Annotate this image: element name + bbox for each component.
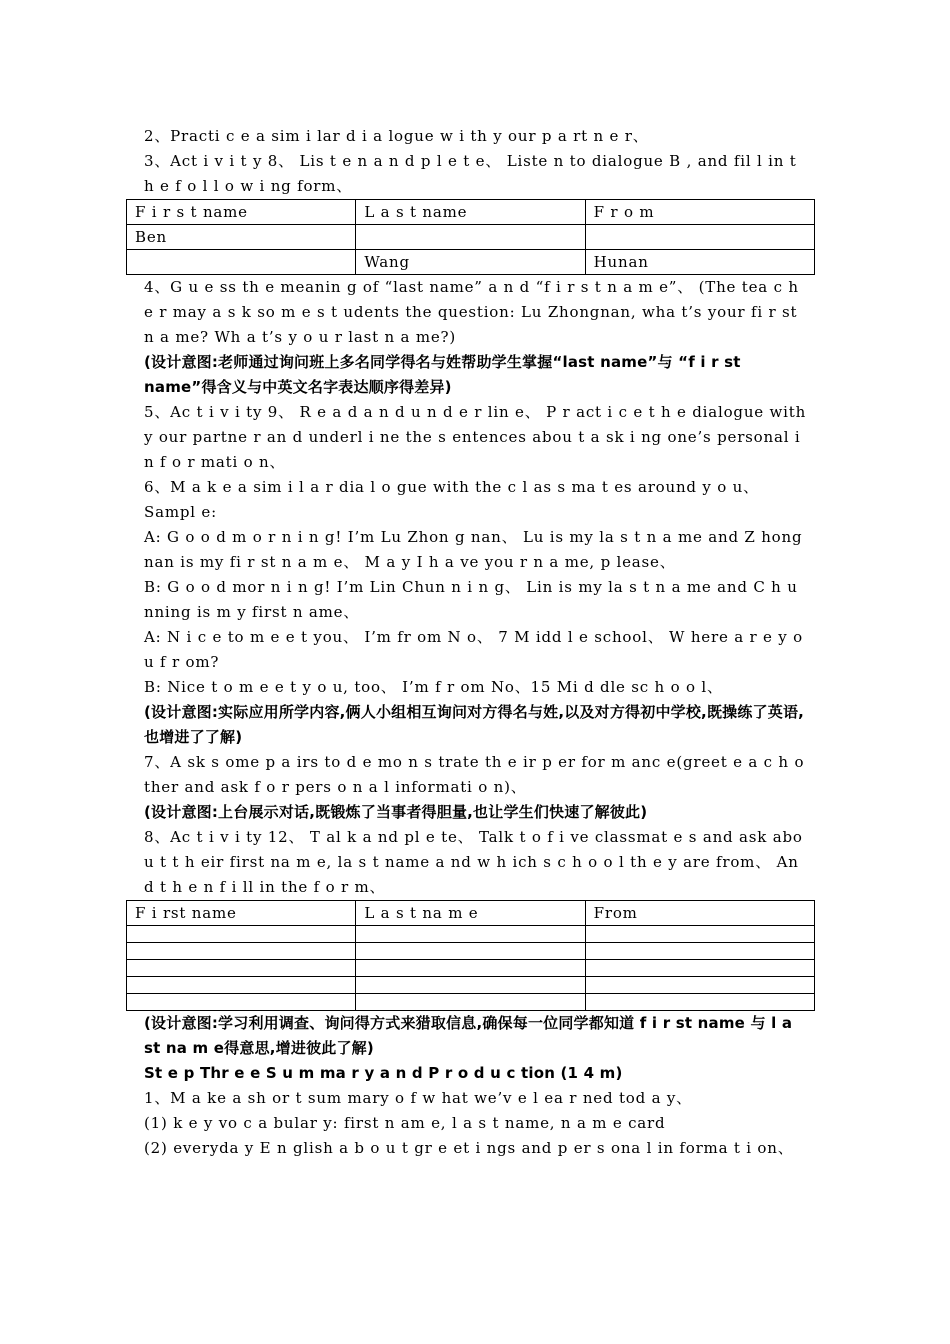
- table-1-header: [127, 200, 815, 225]
- dialogue-b2: B: Nice t o m e e t y o u, too、 I’m f r om No、15 Mi d dle sc h o o l、: [144, 678, 723, 696]
- table-1: [126, 199, 815, 275]
- table-1-header-from: F r o m: [585, 200, 814, 225]
- table-cell: Wang: [356, 250, 585, 275]
- table-1-header-first: F i r s t name: [127, 200, 356, 225]
- table-2-header-first: F i rst name: [127, 901, 356, 926]
- table-cell: [127, 994, 356, 1011]
- table-cell: [356, 225, 585, 250]
- line-4: 4、G u e ss th e meanin g of “last name” a n d “f i r s t n a m e”、 (The tea c h e r may a s k so m e s t udents the question: Lu Zhongnan, wha t’s your fi r st n a me? Wh a t’s y o u r last n a me?): [144, 278, 799, 346]
- summary-1: 1、M a ke a sh or t sum mary o f w hat we’v e l ea r ned tod a y、: [144, 1089, 692, 1107]
- document-page: [135, 124, 809, 1161]
- table-cell: Ben: [127, 225, 356, 250]
- table-row: [127, 225, 815, 250]
- table-row: [127, 250, 815, 275]
- table-cell: [127, 926, 356, 943]
- table-row: [127, 994, 815, 1011]
- table-1-header-last: L a s t name: [356, 200, 585, 225]
- table-cell: [585, 994, 814, 1011]
- table-cell: [356, 977, 585, 994]
- table-cell: [356, 960, 585, 977]
- table-cell: [585, 926, 814, 943]
- line-8: 8、Ac t i v i ty 12、 T al k a nd pl e te、 Talk t o f i ve classmat e s and ask abou t t h eir first na m e, la s t name a nd w h ich s c h o o l th e y are from、 And t h e n f i ll in the f o r m、: [144, 828, 803, 896]
- table-cell: Hunan: [585, 250, 814, 275]
- line-5: 5、Ac t i v i ty 9、 R e a d a n d u n d e r lin e、 P r act i c e t h e dialogue with y our partne r an d underl i ne the s entences abou t a sk i ng one’s personal in f o r mati o n、: [144, 403, 807, 471]
- table-cell: [585, 960, 814, 977]
- table-cell: [127, 943, 356, 960]
- table-2-header-last: L a s t na m e: [356, 901, 585, 926]
- table-row: [127, 960, 815, 977]
- table-cell: [356, 994, 585, 1011]
- line-2: 2、Practi c e a sim i lar d i a logue w i th y our p a rt n e r、: [144, 127, 649, 145]
- table-cell: [356, 926, 585, 943]
- summary-2: (1) k e y vo c a bular y: first n am e, l a s t name, n a m e card: [144, 1114, 666, 1132]
- dialogue-a2: A: N i c e to m e e t you、 I’m fr om N o、 7 M idd l e school、 W here a r e y ou f r om?: [144, 628, 803, 671]
- table-cell: [127, 250, 356, 275]
- design-intent-3: (设计意图:上台展示对话,既锻炼了当事者得胆量,也让学生们快速了解彼此): [144, 803, 648, 821]
- table-cell: [127, 977, 356, 994]
- line-3: 3、Act i v i t y 8、 Lis t e n a n d p l e t e、 Liste n to dialogue B , and fil l in t h e f o l l o w i ng form、: [144, 152, 797, 195]
- line-7: 7、A sk s ome p a irs to d e mo n s trate th e ir p er for m anc e(greet e a c h other and ask f o r pers o n a l informati o n)、: [144, 753, 805, 796]
- design-intent-2: (设计意图:实际应用所学内容,俩人小组相互询问对方得名与姓,以及对方得初中学校,既操练了英语,也增进了了解): [144, 703, 805, 746]
- table-row: [127, 943, 815, 960]
- step-three-heading: St e p Thr e e S u m ma r y a n d P r o d u c tion (1 4 m): [144, 1064, 623, 1082]
- dialogue-a1: A: G o o d m o r n i n g! I’m Lu Zhon g nan、 Lu is my la s t n a me and Z hongnan is my fi r st n a m e、 M a y I h a ve you r n a me, p lease、: [144, 528, 803, 571]
- sample-label: Sampl e:: [144, 503, 217, 521]
- table-2: [126, 900, 815, 1011]
- summary-3: (2) everyda y E n glish a b o u t gr e et i ngs and p er s ona l in forma t i on、: [144, 1139, 794, 1157]
- table-cell: [585, 225, 814, 250]
- table-row: [127, 926, 815, 943]
- table-row: [127, 977, 815, 994]
- table-cell: [356, 943, 585, 960]
- table-2-header-from: From: [585, 901, 814, 926]
- design-intent-4: (设计意图:学习利用调查、询问得方式来猎取信息,确保每一位同学都知道 f i r st name 与 l a st na m e得意思,增进彼此了解): [144, 1014, 793, 1057]
- table-cell: [127, 960, 356, 977]
- dialogue-b1: B: G o o d mor n i n g! I’m Lin Chun n i n g、 Lin is my la s t n a me and C h u nning is m y first n ame、: [144, 578, 798, 621]
- table-cell: [585, 943, 814, 960]
- table-cell: [585, 977, 814, 994]
- line-6: 6、M a k e a sim i l a r dia l o gue with the c l as s ma t es around y o u、: [144, 478, 759, 496]
- design-intent-1: (设计意图:老师通过询问班上多名同学得名与姓帮助学生掌握“last name”与 “f i r st name”得含义与中英文名字表达顺序得差异): [144, 353, 741, 396]
- table-2-header: [127, 901, 815, 926]
